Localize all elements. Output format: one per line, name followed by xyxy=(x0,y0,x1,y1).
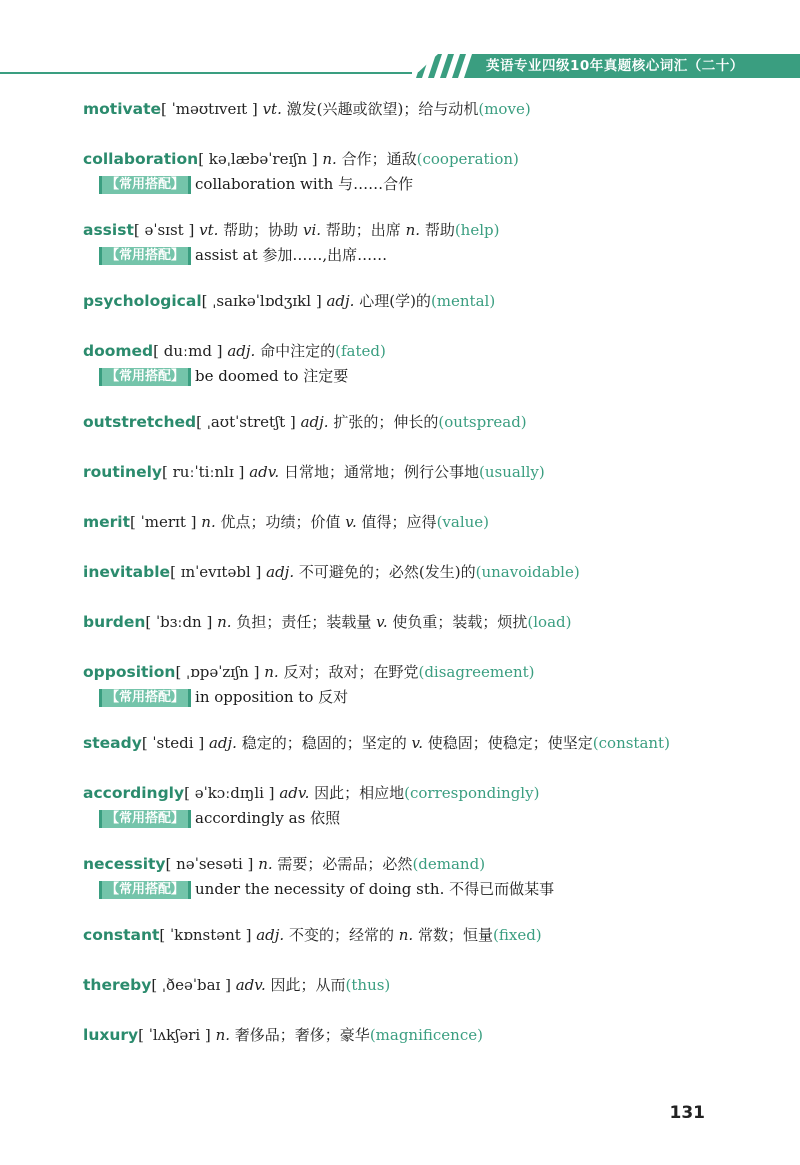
collocation-text: accordingly as 依照 xyxy=(195,809,341,827)
phonetic: [ ruːˈtiːnlɪ ] xyxy=(162,463,245,481)
definition: 帮助；协助 xyxy=(223,221,299,239)
definition: 心理(学)的 xyxy=(359,292,431,310)
definition: 负担；责任；装载量 xyxy=(236,613,372,631)
collocation-badge: 【常用搭配】 xyxy=(99,176,191,194)
part-of-speech: n. xyxy=(405,221,421,239)
definition: 帮助；出席 xyxy=(325,221,401,239)
part-of-speech: v. xyxy=(345,513,357,531)
entry-line xyxy=(83,459,763,485)
collocation-badge: 【常用搭配】 xyxy=(99,689,191,707)
definition: 稳定的；稳固的；坚定的 xyxy=(241,734,407,752)
synonym: (magnificence) xyxy=(369,1026,483,1044)
vocab-entry xyxy=(83,509,763,535)
part-of-speech: v. xyxy=(411,734,423,752)
entry-line xyxy=(83,509,763,535)
headword: doomed xyxy=(83,342,154,360)
vocab-entry xyxy=(83,659,763,709)
collocation-text: in opposition to 反对 xyxy=(195,688,349,706)
definition: 优点；功绩；价值 xyxy=(220,513,341,531)
collocation-badge: 【常用搭配】 xyxy=(99,368,191,386)
phonetic: [ ˈmerɪt ] xyxy=(130,513,197,531)
headword: constant xyxy=(83,926,160,944)
vocab-entry xyxy=(83,609,763,635)
vocab-entry xyxy=(83,338,763,388)
definition: 不变的；经常的 xyxy=(288,926,394,944)
vocab-entry xyxy=(83,146,763,196)
collocation-text: be doomed to 注定要 xyxy=(195,367,349,385)
definition: 日常地；通常地；例行公事地 xyxy=(283,463,479,481)
phonetic: [ əˈkɔːdɪŋli ] xyxy=(184,784,275,802)
synonym: (disagreement) xyxy=(418,663,535,681)
vocab-entry xyxy=(83,559,763,585)
phonetic: [ ˈlʌkʃəri ] xyxy=(138,1026,211,1044)
header-title: 英语专业四级10年真题核心词汇（二十） xyxy=(486,58,744,74)
part-of-speech: adj. xyxy=(208,734,237,752)
headword: merit xyxy=(83,513,131,531)
vocab-entry xyxy=(83,459,763,485)
synonym: (help) xyxy=(454,221,500,239)
headword: thereby xyxy=(83,976,152,994)
part-of-speech: adj. xyxy=(227,342,256,360)
headword: psychological xyxy=(83,292,202,310)
entry-line xyxy=(83,851,763,877)
synonym: (load) xyxy=(527,613,572,631)
vocab-entry xyxy=(83,96,763,122)
definition: 扩张的；伸长的 xyxy=(333,413,439,431)
collocation-badge: 【常用搭配】 xyxy=(99,881,191,899)
vocab-entry xyxy=(83,972,763,998)
synonym: (move) xyxy=(478,100,531,118)
headword: motivate xyxy=(83,100,162,118)
headword: collaboration xyxy=(83,150,199,168)
synonym: (demand) xyxy=(412,855,486,873)
vocab-entry xyxy=(83,851,763,901)
headword: inevitable xyxy=(83,563,171,581)
entry-line xyxy=(83,1022,763,1048)
entry-line xyxy=(83,922,763,948)
headword: luxury xyxy=(83,1026,139,1044)
part-of-speech: n. xyxy=(258,855,273,873)
headword: outstretched xyxy=(83,413,197,431)
vocab-entry xyxy=(83,1022,763,1048)
definition: 激发(兴趣或欲望)；给与动机 xyxy=(286,100,479,118)
vocab-entry xyxy=(83,922,763,948)
synonym: (cooperation) xyxy=(416,150,519,168)
entry-line xyxy=(83,659,763,685)
vocab-entry xyxy=(83,780,763,830)
part-of-speech: adv. xyxy=(279,784,310,802)
synonym: (mental) xyxy=(430,292,496,310)
phonetic: [ duːmd ] xyxy=(153,342,223,360)
phonetic: [ ˈstedi ] xyxy=(141,734,205,752)
part-of-speech: v. xyxy=(376,613,388,631)
part-of-speech: vt. xyxy=(262,100,282,118)
part-of-speech: vi. xyxy=(302,221,322,239)
definition: 因此；相应地 xyxy=(314,784,405,802)
definition: 帮助 xyxy=(424,221,455,239)
part-of-speech: adj. xyxy=(266,563,295,581)
synonym: (value) xyxy=(436,513,490,531)
phonetic: [ ɪnˈevɪtəbl ] xyxy=(170,563,262,581)
definition: 需要；必需品；必然 xyxy=(277,855,413,873)
definition: 使负重；装载；烦扰 xyxy=(392,613,528,631)
part-of-speech: n. xyxy=(217,613,232,631)
vocab-entry xyxy=(83,730,763,756)
phonetic: [ əˈsɪst ] xyxy=(133,221,195,239)
collocation-line xyxy=(99,243,763,267)
definition: 命中注定的 xyxy=(260,342,336,360)
part-of-speech: adj. xyxy=(326,292,355,310)
synonym: (constant) xyxy=(592,734,670,752)
definition: 反对；敌对；在野党 xyxy=(283,663,419,681)
definition: 使稳固；使稳定；使坚定 xyxy=(427,734,593,752)
entry-line xyxy=(83,96,763,122)
headword: assist xyxy=(83,221,134,239)
collocation-line xyxy=(99,364,763,388)
page-header xyxy=(0,54,800,78)
part-of-speech: n. xyxy=(264,663,279,681)
phonetic: [ ˌsaɪkəˈlɒdʒɪkl ] xyxy=(201,292,322,310)
phonetic: [ kəˌlæbəˈreɪʃn ] xyxy=(198,150,318,168)
phonetic: [ nəˈsesəti ] xyxy=(165,855,254,873)
definition: 不可避免的；必然(发生)的 xyxy=(298,563,476,581)
entry-line xyxy=(83,609,763,635)
entry-line xyxy=(83,217,763,243)
headword: burden xyxy=(83,613,146,631)
collocation-text: under the necessity of doing sth. 不得已而做某事 xyxy=(195,880,555,898)
headword: necessity xyxy=(83,855,166,873)
definition: 常数；恒量 xyxy=(417,926,493,944)
phonetic: [ ˌaʊtˈstretʃt ] xyxy=(196,413,296,431)
synonym: (unavoidable) xyxy=(475,563,580,581)
part-of-speech: adv. xyxy=(249,463,280,481)
entry-line xyxy=(83,730,763,756)
synonym: (fated) xyxy=(335,342,386,360)
collocation-line xyxy=(99,685,763,709)
part-of-speech: adj. xyxy=(256,926,285,944)
phonetic: [ ˈməʊtɪveɪt ] xyxy=(161,100,258,118)
collocation-line xyxy=(99,172,763,196)
vocab-entry xyxy=(83,288,763,314)
part-of-speech: n. xyxy=(215,1026,231,1044)
header-stripes-decoration xyxy=(412,54,482,78)
page-number: 131 xyxy=(669,1103,705,1123)
headword: accordingly xyxy=(83,784,185,802)
phonetic: [ ˌɒpəˈzɪʃn ] xyxy=(175,663,260,681)
vocabulary-list xyxy=(83,96,763,1048)
definition: 因此；从而 xyxy=(270,976,346,994)
entry-line xyxy=(83,780,763,806)
entry-line xyxy=(83,409,763,435)
collocation-line xyxy=(99,877,763,901)
entry-line xyxy=(83,338,763,364)
phonetic: [ ˈbɜːdn ] xyxy=(145,613,213,631)
collocation-badge: 【常用搭配】 xyxy=(99,247,191,265)
synonym: (fixed) xyxy=(493,926,542,944)
part-of-speech: n. xyxy=(322,150,337,168)
part-of-speech: vt. xyxy=(199,221,219,239)
entry-line xyxy=(83,559,763,585)
collocation-text: collaboration with 与……合作 xyxy=(195,175,414,193)
part-of-speech: adv. xyxy=(235,976,266,994)
entry-line xyxy=(83,146,763,172)
synonym: (outspread) xyxy=(438,413,527,431)
entry-line xyxy=(83,972,763,998)
definition: 奢侈品；奢侈；豪华 xyxy=(234,1026,370,1044)
entry-line xyxy=(83,288,763,314)
headword: steady xyxy=(83,734,142,752)
part-of-speech: n. xyxy=(201,513,216,531)
headword: opposition xyxy=(83,663,176,681)
phonetic: [ ˌðeəˈbaɪ ] xyxy=(151,976,231,994)
collocation-line xyxy=(99,806,763,830)
vocab-entry xyxy=(83,217,763,267)
synonym: (thus) xyxy=(345,976,391,994)
phonetic: [ ˈkɒnstənt ] xyxy=(159,926,252,944)
definition: 值得；应得 xyxy=(361,513,437,531)
collocation-text: assist at 参加……,出席…… xyxy=(195,246,388,264)
synonym: (usually) xyxy=(479,463,545,481)
part-of-speech: adj. xyxy=(300,413,329,431)
headword: routinely xyxy=(83,463,163,481)
definition: 合作；通敌 xyxy=(341,150,417,168)
synonym: (correspondingly) xyxy=(404,784,540,802)
part-of-speech: n. xyxy=(398,926,414,944)
collocation-badge: 【常用搭配】 xyxy=(99,810,191,828)
vocab-entry xyxy=(83,409,763,435)
